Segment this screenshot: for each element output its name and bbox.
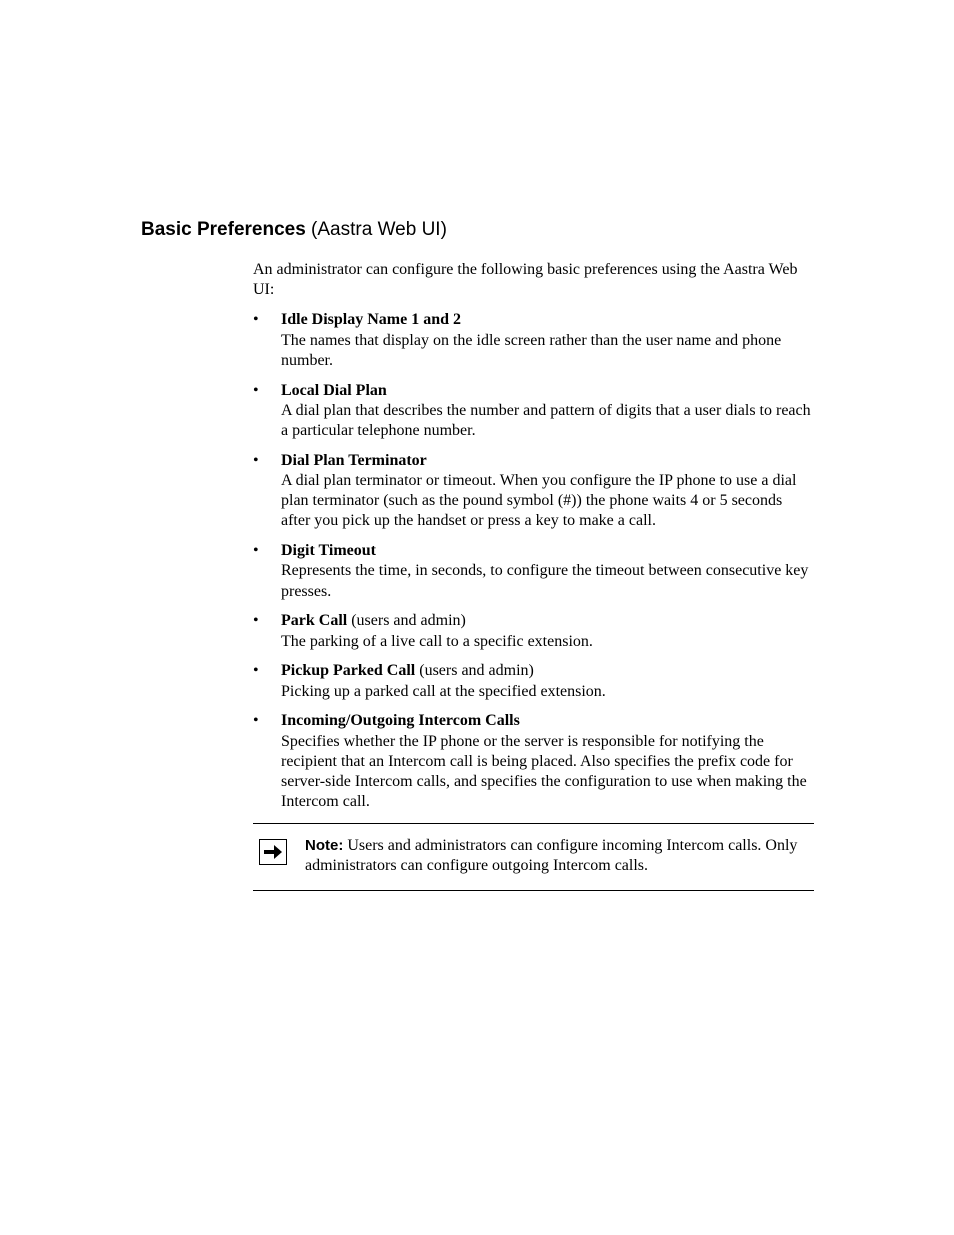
bullet-icon: •	[253, 381, 259, 399]
item-suffix: (users and admin)	[415, 662, 534, 680]
item-description: A dial plan terminator or timeout. When you configure the IP phone to use a dial plan terminator (such as the pound symbol (#)) the phone waits 4 or 5 seconds after you pick up the handset or press a key to make a call.	[281, 472, 797, 530]
item-title: Idle Display Name 1 and 2	[281, 311, 462, 329]
list-item	[253, 451, 814, 532]
item-description: The names that display on the idle screen rather than the user name and phone number.	[281, 331, 782, 369]
item-description: The parking of a live call to a specific extension.	[281, 632, 593, 650]
item-description: Represents the time, in seconds, to configure the timeout between consecutive key presses.	[281, 562, 809, 600]
item-title: Park Call	[281, 612, 348, 630]
note-body: Users and administrators can configure incoming Intercom calls. Only administrators can configure outgoing Intercom calls.	[305, 837, 798, 875]
intro-paragraph: An administrator can configure the following basic preferences using the Aastra Web UI:	[253, 261, 798, 299]
bullet-icon: •	[253, 542, 259, 560]
note-text	[305, 836, 810, 876]
body-column	[253, 260, 814, 822]
item-description: Picking up a parked call at the specified extension.	[281, 682, 606, 700]
list-item	[253, 711, 814, 812]
section-heading-subtitle: (Aastra Web UI)	[305, 219, 447, 240]
note-box	[253, 823, 814, 891]
section-heading-title: Basic Preferences	[141, 219, 306, 240]
section-heading	[141, 218, 447, 242]
item-suffix: (users and admin)	[347, 612, 466, 630]
bullet-icon: •	[253, 712, 259, 730]
arrow-right-icon	[259, 839, 287, 865]
item-description: A dial plan that describes the number and pattern of digits that a user dials to reach a particular telephone number.	[281, 401, 811, 440]
bullet-icon: •	[253, 311, 259, 329]
bullet-icon: •	[253, 612, 259, 630]
note-label: Note:	[305, 837, 344, 854]
list-item	[253, 310, 814, 371]
bullet-icon: •	[253, 451, 259, 469]
item-title: Dial Plan Terminator	[281, 451, 427, 469]
item-description: Specifies whether the IP phone or the server is responsible for notifying the recipient that an Intercom call is being placed. Also specifies the prefix code for server-side Intercom calls, and specifies the configuration to use when making the Intercom call.	[281, 732, 807, 811]
bullet-icon: •	[253, 662, 259, 680]
item-title: Local Dial Plan	[281, 381, 387, 399]
list-item	[253, 611, 814, 651]
item-title: Digit Timeout	[281, 542, 376, 560]
list-item	[253, 381, 814, 442]
preference-list	[253, 310, 814, 812]
list-item	[253, 661, 814, 701]
item-title: Pickup Parked Call	[281, 662, 416, 680]
list-item	[253, 541, 814, 602]
item-title: Incoming/Outgoing Intercom Calls	[281, 712, 520, 730]
